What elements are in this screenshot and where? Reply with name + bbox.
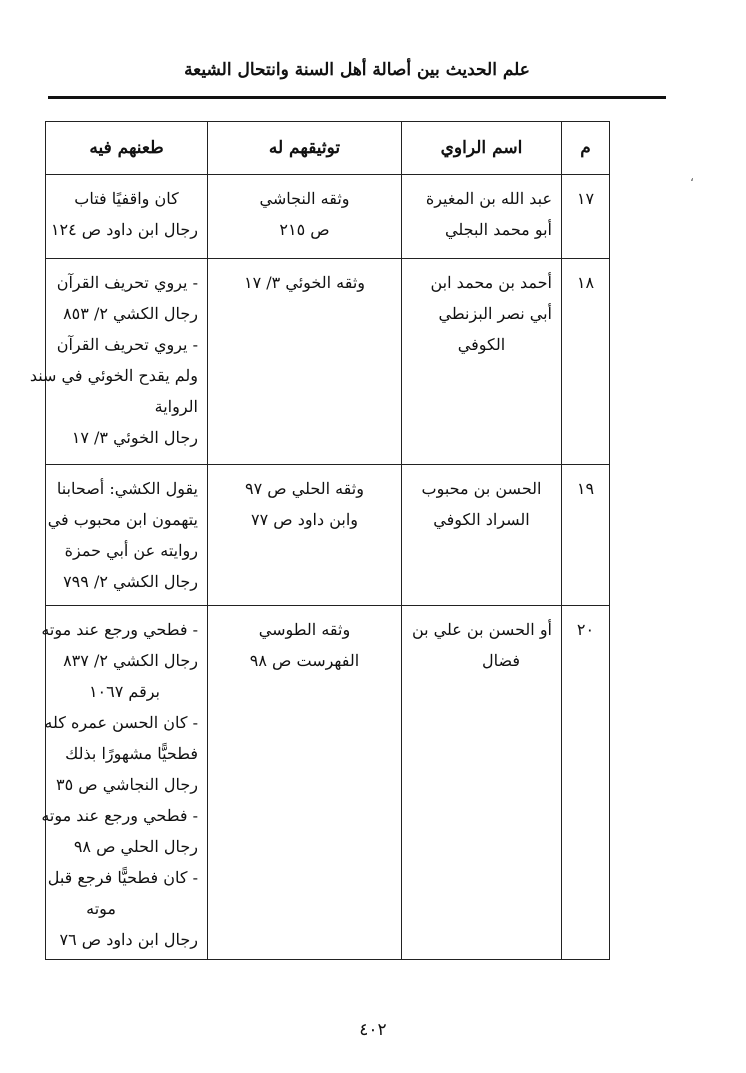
narrator-line: أو الحسن بن علي بن (411, 620, 552, 639)
taan-line: - يروي تحريف القرآن (56, 335, 198, 354)
tawthiq-cell (208, 175, 402, 259)
taan-cell (29, 259, 208, 465)
tawthiq-line: وابن داود ص ٧٧ (250, 510, 358, 529)
tawthiq-line: ص ٢١٥ (279, 220, 330, 239)
taan-line: برقم ١٠٦٧ (88, 682, 160, 701)
row-num: ٢٠ (562, 606, 610, 960)
tawthiq-cell (208, 606, 402, 960)
table-row (46, 606, 610, 960)
narrator-line: أحمد بن محمد ابن (430, 273, 552, 292)
narrator-line: الكوفي (457, 335, 506, 354)
tawthiq-line: وثقه الطوسي (258, 620, 351, 639)
taan-line: يتهمون ابن محبوب في (47, 510, 198, 529)
narrator-line: أبو محمد البجلي (445, 220, 552, 239)
tawthiq-cell (208, 259, 402, 465)
row-num: ١٩ (562, 465, 610, 606)
header-num: م (562, 122, 610, 175)
taan-line: رجال الكشي ٢/ ٨٥٣ (63, 304, 198, 323)
narrator-cell (402, 465, 562, 606)
table-row (46, 259, 610, 465)
taan-line: رجال الحلي ص ٩٨ (73, 837, 198, 856)
header-narrator: اسم الراوي (402, 122, 562, 175)
taan-line: موته (86, 899, 116, 918)
narrator-cell (402, 606, 562, 960)
taan-line: الرواية (154, 397, 198, 416)
narrator-cell (402, 175, 562, 259)
taan-line: - يروي تحريف القرآن (56, 273, 198, 292)
stray-mark: ، (690, 170, 694, 184)
row-num: ١٨ (562, 259, 610, 465)
tawthiq-line: وثقه الخوئي ٣/ ١٧ (244, 273, 365, 292)
tawthiq-line: الفهرست ص ٩٨ (249, 651, 360, 670)
narrator-line: أبي نصر البزنطي (438, 304, 552, 323)
header-tawthiq: توثيقهم له (208, 122, 402, 175)
narrator-cell (402, 259, 562, 465)
narrator-line: السراد الكوفي (433, 510, 530, 529)
tawthiq-line: وثقه النجاشي (259, 189, 350, 208)
taan-cell (46, 175, 208, 259)
taan-line: روايته عن أبي حمزة (64, 541, 198, 560)
table-header-row (46, 122, 610, 175)
taan-line: رجال الخوئي ٣/ ١٧ (71, 428, 198, 447)
taan-line: - كان فطحيًّا فرجع قبل (47, 868, 198, 887)
page-title: علم الحديث بين أصالة أهل السنة وانتحال الشيعة (184, 60, 530, 80)
taan-line: فطحيًّا مشهورًا بذلك (65, 744, 198, 763)
taan-line: رجال الكشي ٢/ ٧٩٩ (63, 572, 198, 591)
taan-line: ولم يقدح الخوئي في سند (29, 366, 198, 385)
taan-line: - كان الحسن عمره كله (44, 713, 198, 732)
narrator-line: فضال (481, 651, 520, 670)
tawthiq-cell (208, 465, 402, 606)
narrator-line: عبد الله بن المغيرة (425, 189, 552, 208)
table-row (46, 175, 610, 259)
taan-line: كان واقفيًا فتاب (74, 189, 179, 208)
taan-line: رجال ابن داود ص ١٢٤ (50, 220, 198, 239)
tawthiq-line: وثقه الحلي ص ٩٧ (245, 479, 364, 498)
taan-line: يقول الكشي: أصحابنا (56, 479, 198, 498)
narrators-table (29, 121, 610, 960)
table-row (46, 465, 610, 606)
taan-line: - فطحي ورجع عند موته (41, 620, 198, 639)
header-taan: طعنهم فيه (46, 122, 208, 175)
row-num: ١٧ (562, 175, 610, 259)
taan-cell (41, 606, 208, 960)
taan-cell (46, 465, 208, 606)
taan-line: رجال النجاشي ص ٣٥ (56, 775, 198, 794)
narrator-line: الحسن بن محبوب (421, 479, 542, 498)
taan-line: رجال الكشي ٢/ ٨٣٧ (63, 651, 198, 670)
taan-line: رجال ابن داود ص ٧٦ (59, 930, 198, 949)
taan-line: - فطحي ورجع عند موته (41, 806, 198, 825)
header-divider (48, 96, 666, 99)
page-number: ٤٠٢ (359, 1020, 387, 1040)
